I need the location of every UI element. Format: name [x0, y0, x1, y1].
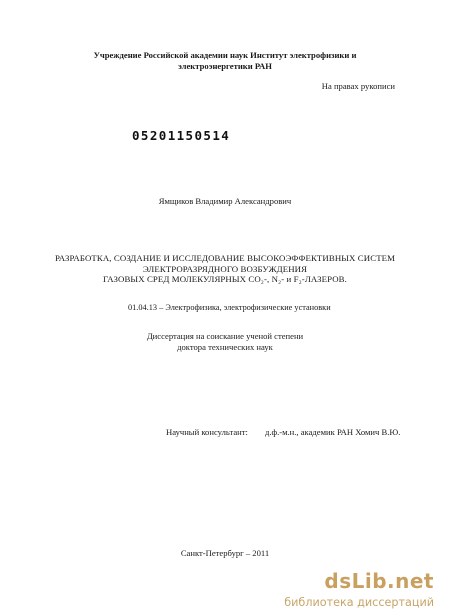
catalog-number: 05201150514 — [132, 128, 231, 143]
author-name: Ямщиков Владимир Александрович — [158, 196, 292, 206]
manuscript-rights-note: На правах рукописи — [321, 81, 395, 91]
title-line-2: ЭЛЕКТРОРАЗРЯДНОГО ВОЗБУЖДЕНИЯ — [142, 263, 308, 274]
specialty-code: 01.04.13 – Электрофизика, электрофизические установки — [128, 303, 331, 312]
watermark-logo: dsLib.net — [324, 569, 434, 593]
institution-name — [0, 50, 450, 72]
dissertation-title — [0, 253, 450, 285]
watermark-subtitle: библиотека диссертаций — [284, 596, 434, 609]
title-line-3: ГАЗОВЫХ СРЕД МОЛЕКУЛЯРНЫХ CO₂-, N₂- и F₂-ЛАЗЕРОВ. — [103, 274, 347, 284]
institution-line-2: электроэнергетики РАН — [178, 61, 272, 71]
institution-line-1: Учреждение Российской академии наук Институт электрофизики и — [93, 50, 357, 60]
consultant-label: Научный консультант: — [166, 427, 248, 437]
degree-statement — [0, 331, 450, 353]
consultant-name: д.ф.-м.н., академик РАН Хомич В.Ю. — [265, 427, 401, 437]
degree-line-2: доктора технических наук — [177, 342, 273, 352]
degree-line-1: Диссертация на соискание ученой степени — [146, 331, 304, 341]
title-line-1: РАЗРАБОТКА, СОЗДАНИЕ И ИССЛЕДОВАНИЕ ВЫСОКОЭФФЕКТИВНЫХ СИСТЕМ — [54, 253, 396, 263]
city-year: Санкт-Петербург – 2011 — [180, 548, 270, 558]
watermark — [241, 569, 436, 613]
